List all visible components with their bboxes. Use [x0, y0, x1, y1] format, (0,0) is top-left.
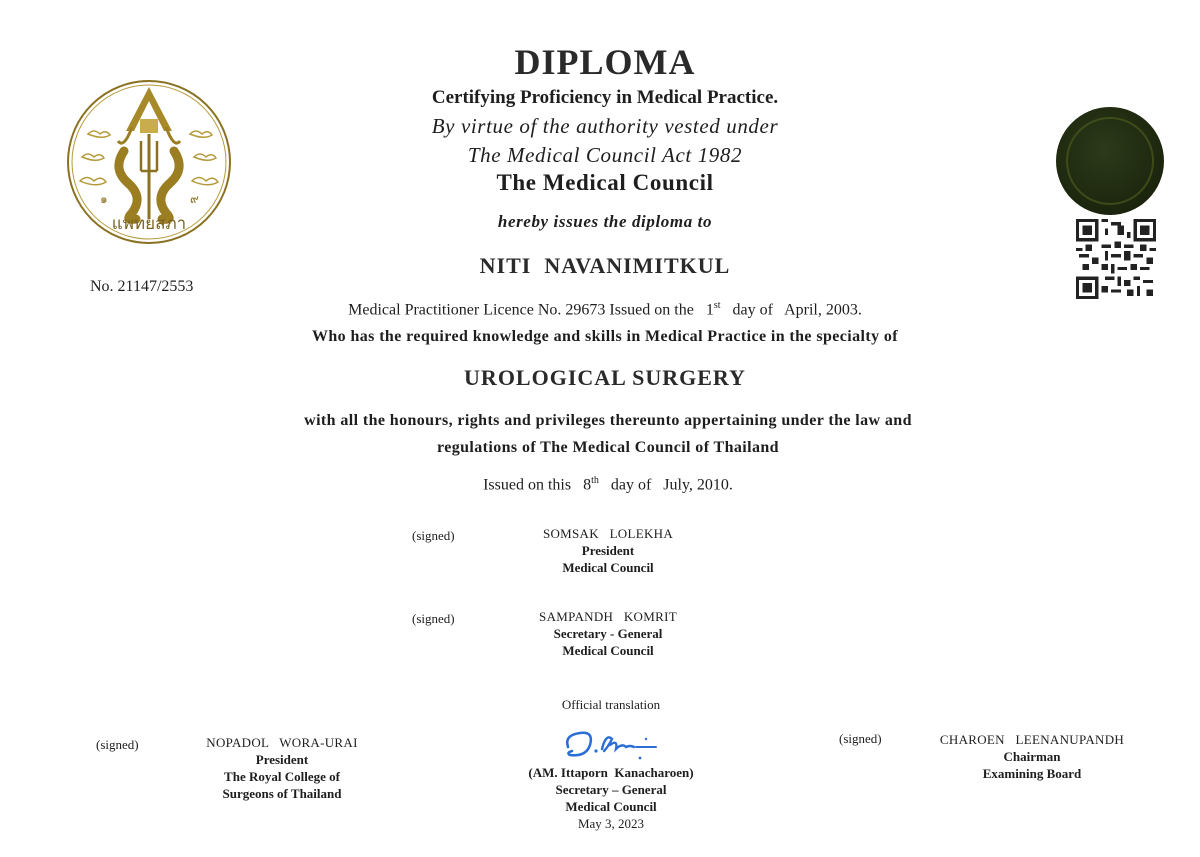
licence-line [0, 300, 1200, 319]
document-number: No. 21147/2553 [90, 278, 194, 295]
signatory-block [508, 525, 708, 576]
svg-text:แพทยสภา: แพทยสภา [111, 214, 187, 234]
official-translation-label: Official translation [561, 697, 661, 712]
authority-line-1: By virtue of the authority vested under [431, 114, 779, 138]
translation-date: May 3, 2023 [577, 816, 645, 831]
issued-day-suffix: th [591, 475, 599, 486]
specialty: UROLOGICAL SURGERY [464, 365, 746, 390]
signatory-name: SOMSAK LOLEKHA [542, 526, 674, 541]
signatory-name: SAMPANDH KOMRIT [539, 609, 677, 624]
licence-mid: day of [732, 301, 773, 319]
issued-line [0, 475, 1200, 494]
issued-day: 8 [583, 476, 592, 494]
issued-mid: day of [610, 476, 652, 494]
issued-prefix: Issued on this [483, 476, 572, 494]
recipient-name: NITI NAVANIMITKUL [479, 253, 731, 278]
licence-day-suffix: st [713, 300, 721, 311]
translator-block [480, 764, 742, 832]
signatory-block [182, 734, 382, 802]
translator-org: Medical Council [565, 799, 657, 814]
issues-line: hereby issues the diploma to [497, 212, 713, 231]
honours-line-2: regulations of The Medical Council of Thailand [436, 439, 779, 456]
signature-icon [560, 725, 670, 765]
licence-day: 1 [705, 301, 714, 319]
signed-label: (signed) [412, 611, 455, 626]
licence-prefix: Medical Practitioner Licence No. 29673 Issued on the [348, 301, 694, 319]
svg-text:๙: ๙ [190, 192, 199, 206]
knowledge-line: Who has the required knowledge and skills in Medical Practice in the specialty of [311, 328, 899, 345]
signed-label: (signed) [839, 731, 882, 746]
signatory-role: Chairman [1003, 749, 1061, 764]
diploma-title: DIPLOMA [514, 42, 696, 82]
signatory-org: The Royal College of [224, 769, 340, 784]
honours-line-1: with all the honours, rights and privileges thereunto appertaining under the law and [304, 412, 912, 429]
signatory-block [917, 731, 1147, 782]
signatory-org: Medical Council [562, 560, 654, 575]
svg-text:๑: ๑ [100, 192, 108, 206]
signatory-org: Medical Council [562, 643, 654, 658]
translator-role: Secretary – General [555, 782, 667, 797]
signatory-org-2: Surgeons of Thailand [222, 786, 342, 801]
signatory-role: President [581, 543, 635, 558]
translator-name: (AM. Ittaporn Kanacharoen) [528, 765, 694, 780]
signatory-role: Secretary - General [553, 626, 663, 641]
issued-date: July, 2010. [663, 476, 733, 494]
signed-label: (signed) [96, 737, 139, 752]
signatory-org: Examining Board [982, 766, 1082, 781]
issuer-name: The Medical Council [496, 170, 714, 195]
authority-line-2: The Medical Council Act 1982 [467, 143, 743, 167]
diploma-subtitle: Certifying Proficiency in Medical Practice. [431, 87, 779, 108]
signatory-name: CHAROEN LEENANUPANDH [939, 732, 1125, 747]
signed-label: (signed) [412, 528, 455, 543]
licence-date: April, 2003. [784, 301, 862, 319]
signatory-name: NOPADOL WORA-URAI [206, 735, 358, 750]
signatory-block [508, 608, 708, 659]
signatory-role: President [255, 752, 309, 767]
